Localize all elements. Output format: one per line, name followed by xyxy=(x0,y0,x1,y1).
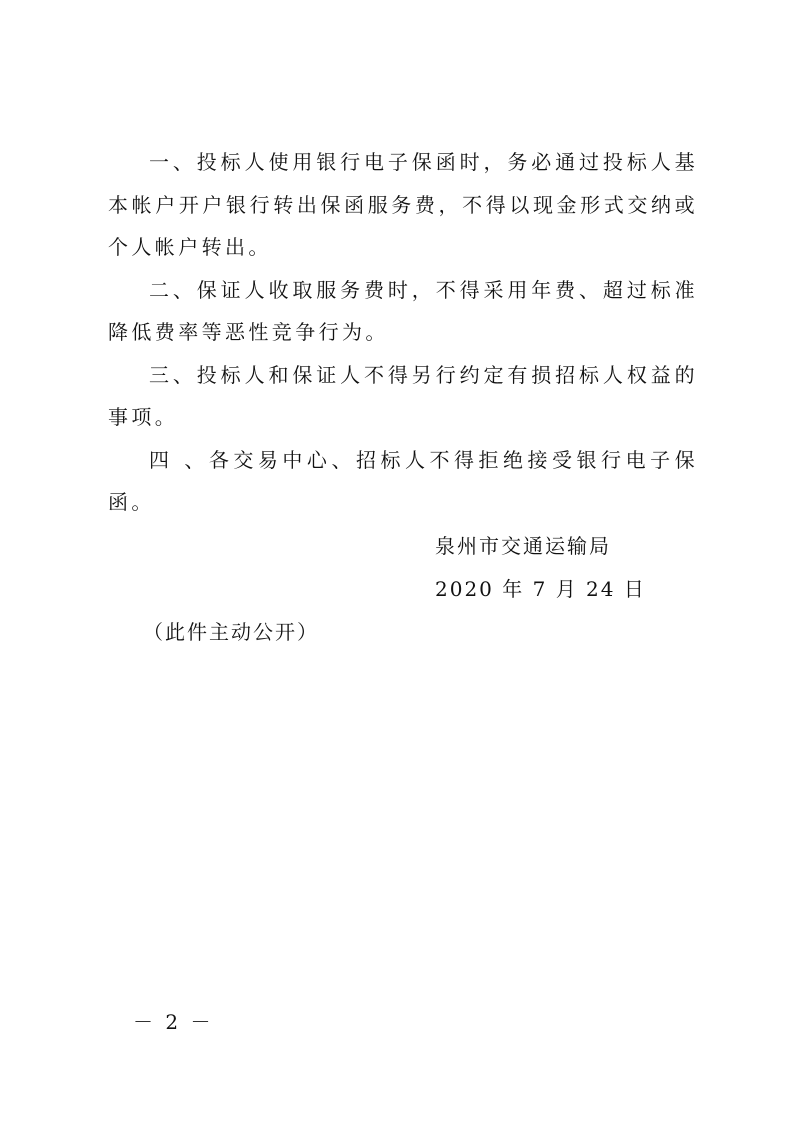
paragraph-2: 二、保证人收取服务费时，不得采用年费、超过标准降低费率等恶性竞争行为。 xyxy=(108,277,698,344)
paragraph-4: 四 、各交易中心、招标人不得拒绝接受银行电子保函。 xyxy=(108,447,698,514)
paragraph-1: 一、投标人使用银行电子保函时，务必通过投标人基本帐户开户银行转出保函服务费，不得以现金形式交纳或个人帐户转出。 xyxy=(108,150,698,259)
signature-organization: 泉州市交通运输局 xyxy=(435,534,611,558)
page-number: － 2 － xyxy=(133,1010,214,1034)
document-body xyxy=(108,141,698,524)
paragraph-3: 三、投标人和保证人不得另行约定有损招标人权益的事项。 xyxy=(108,362,698,429)
signature-date: 2020 年 7 月 24 日 xyxy=(435,577,646,601)
disclosure-note: （此件主动公开） xyxy=(143,620,319,644)
